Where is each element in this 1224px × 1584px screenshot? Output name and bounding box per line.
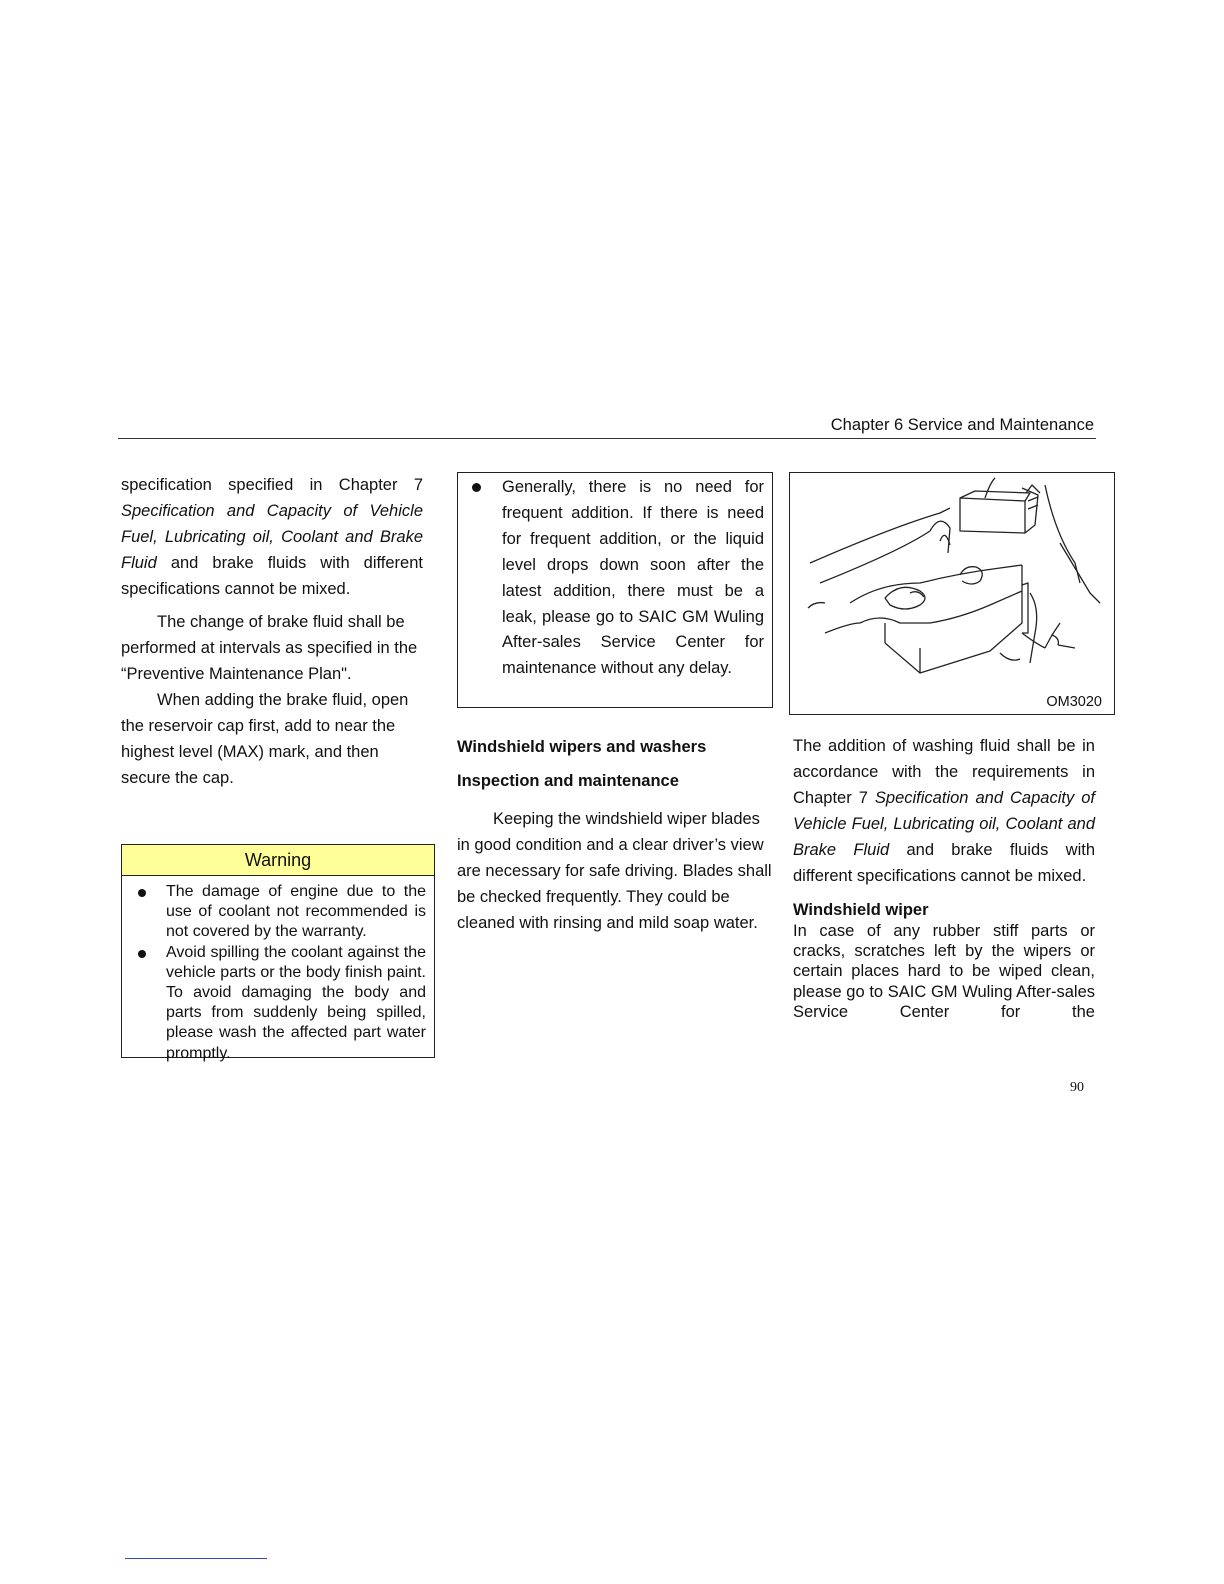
page-number: 90 xyxy=(1070,1080,1084,1095)
column-left xyxy=(121,472,423,791)
note-text: Generally, there is no need for frequent addition. If there is need for frequent addition, or the liquid level drops down soon after the latest addition, there must be a leak, please go to SAIC GM Wuling After-sales Service Center for maintenance without any delay. xyxy=(502,478,764,678)
note-box xyxy=(457,472,773,708)
paragraph-brake-adding: When adding the brake fluid, open the reservoir cap first, add to near the highest level (MAX) mark, and then secure the cap. xyxy=(121,691,409,787)
section-heading: Windshield wipers and washers xyxy=(457,738,707,756)
column-middle xyxy=(457,736,773,936)
reservoir-illustration xyxy=(789,472,1115,715)
column-right xyxy=(793,733,1095,1022)
section-heading: Windshield wiper xyxy=(793,901,929,919)
paragraph-brake-change: The change of brake fluid shall be performed at intervals as specified in the “Preventive Maintenance Plan". xyxy=(121,613,418,683)
warning-item: The damage of engine due to the use of coolant not recommended is not covered by the warranty. xyxy=(134,882,426,943)
footer-rule xyxy=(125,1558,267,1559)
paragraph-wiper-care: Keeping the windshield wiper blades in good condition and a clear driver’s view are necessary for safe driving. Blades shall be checked frequently. They could be cleaned with rinsing and mild soap water. xyxy=(457,810,772,932)
warning-item: Avoid spilling the coolant against the vehicle parts or the body finish paint. To avoid damaging the body and parts from suddenly being spilled, please wash the affected part water promptly. xyxy=(134,943,426,1064)
paragraph-fluid-spec: specification specified in Chapter 7 Specification and Capacity of Vehicle Fuel, Lubricating oil, Coolant and Brake Fluid and brake fluids with different specifications cannot be mixed. xyxy=(121,476,423,598)
engine-bay-drawing xyxy=(790,473,1116,716)
bullet-icon xyxy=(138,950,146,958)
figure-label: OM3020 xyxy=(1046,694,1102,710)
paragraph-washer-fluid: The addition of washing fluid shall be in accordance with the requirements in Chapter 7 Specification and Capacity of Vehicle Fuel, Lubricating oil, Coolant and Brake Fluid and brake fluids with different specifications cannot be mixed. xyxy=(793,737,1096,885)
warning-list xyxy=(122,876,434,1064)
bullet-icon xyxy=(472,483,481,492)
spec-reference: Specification and Capacity of Vehicle Fuel, Lubricating oil, Coolant and Brake Fluid xyxy=(793,789,1095,859)
chapter-title: Chapter 6 Service and Maintenance xyxy=(830,416,1094,434)
warning-title: Warning xyxy=(122,845,434,876)
page-header xyxy=(118,412,1096,439)
subsection-heading: Inspection and maintenance xyxy=(457,772,679,790)
bullet-icon xyxy=(138,889,146,897)
paragraph-wiper: In case of any rubber stiff parts or cracks, scratches left by the wipers or certain places hard to be wiped clean, please go to SAIC GM Wuling After-sales Service Center for the xyxy=(793,922,1095,1021)
spec-reference: Specification and Capacity of Vehicle Fuel, Lubricating oil, Coolant and Brake Fluid xyxy=(121,502,423,572)
warning-box xyxy=(121,844,435,1062)
